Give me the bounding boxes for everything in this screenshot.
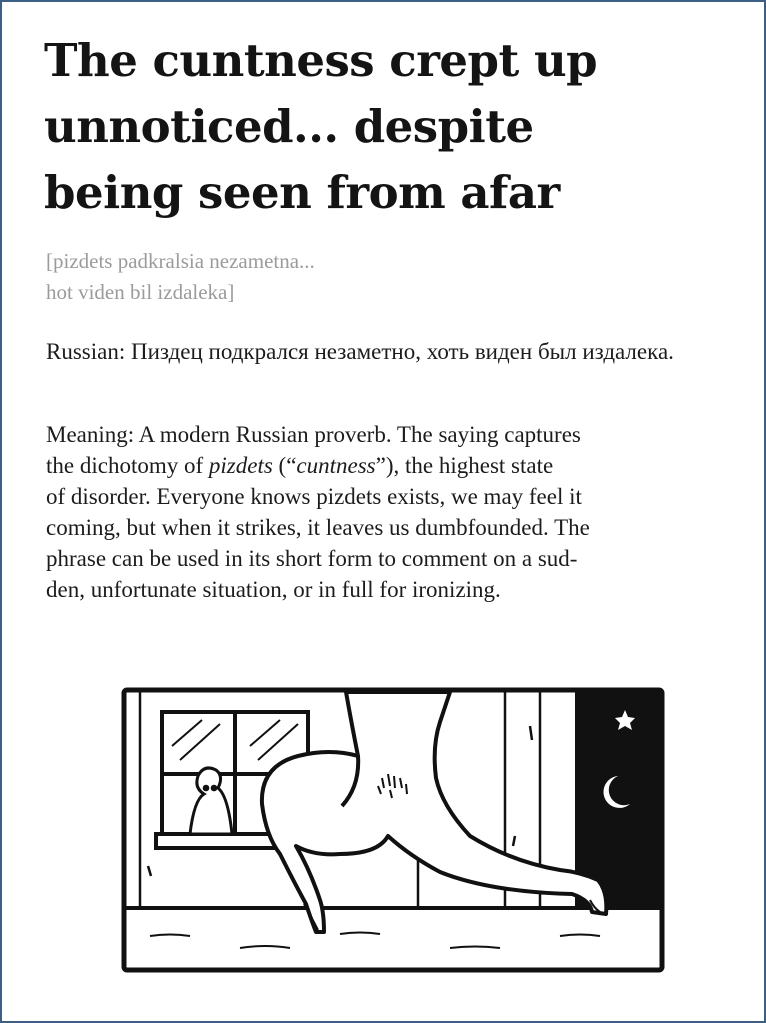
comic-illustration xyxy=(120,686,666,974)
meaning-line-4: coming, but when it strikes, it leaves us dumbfounded. The xyxy=(46,515,590,540)
russian-text: Пиздец подкрался незаметно, хоть виден был издалека. xyxy=(130,339,674,364)
transliteration-line-1: [pizdets padkralsia nezametna... xyxy=(46,249,315,273)
meaning-line-6: den, unfortunate situation, or in full for ironizing. xyxy=(46,577,501,602)
transliteration xyxy=(46,246,726,308)
russian-original xyxy=(46,336,736,367)
title-line-1: The cuntness crept up xyxy=(44,34,598,87)
meaning-line-2-end: ”), the highest state xyxy=(375,453,554,478)
page-title xyxy=(44,28,734,226)
title-line-3: being seen from afar xyxy=(44,166,560,219)
meaning-line-3: of disorder. Everyone knows pizdets exists, we may feel it xyxy=(46,484,582,509)
meaning-line-1: Meaning: A modern Russian proverb. The saying captures xyxy=(46,422,581,447)
title-line-2: unnoticed... despite xyxy=(44,100,534,153)
meaning-quote-open: (“ xyxy=(272,453,297,478)
meaning-line-5: phrase can be used in its short form to comment on a sud- xyxy=(46,546,578,571)
term-gloss: cuntness xyxy=(296,453,376,478)
meaning-line-2-start: the dichotomy of xyxy=(46,453,209,478)
meaning-paragraph xyxy=(46,419,736,605)
term-pizdets: pizdets xyxy=(208,453,273,478)
meaning-line-2 xyxy=(46,450,736,481)
russian-label: Russian: xyxy=(46,339,126,364)
transliteration-line-2: hot viden bil izdaleka] xyxy=(46,280,235,304)
